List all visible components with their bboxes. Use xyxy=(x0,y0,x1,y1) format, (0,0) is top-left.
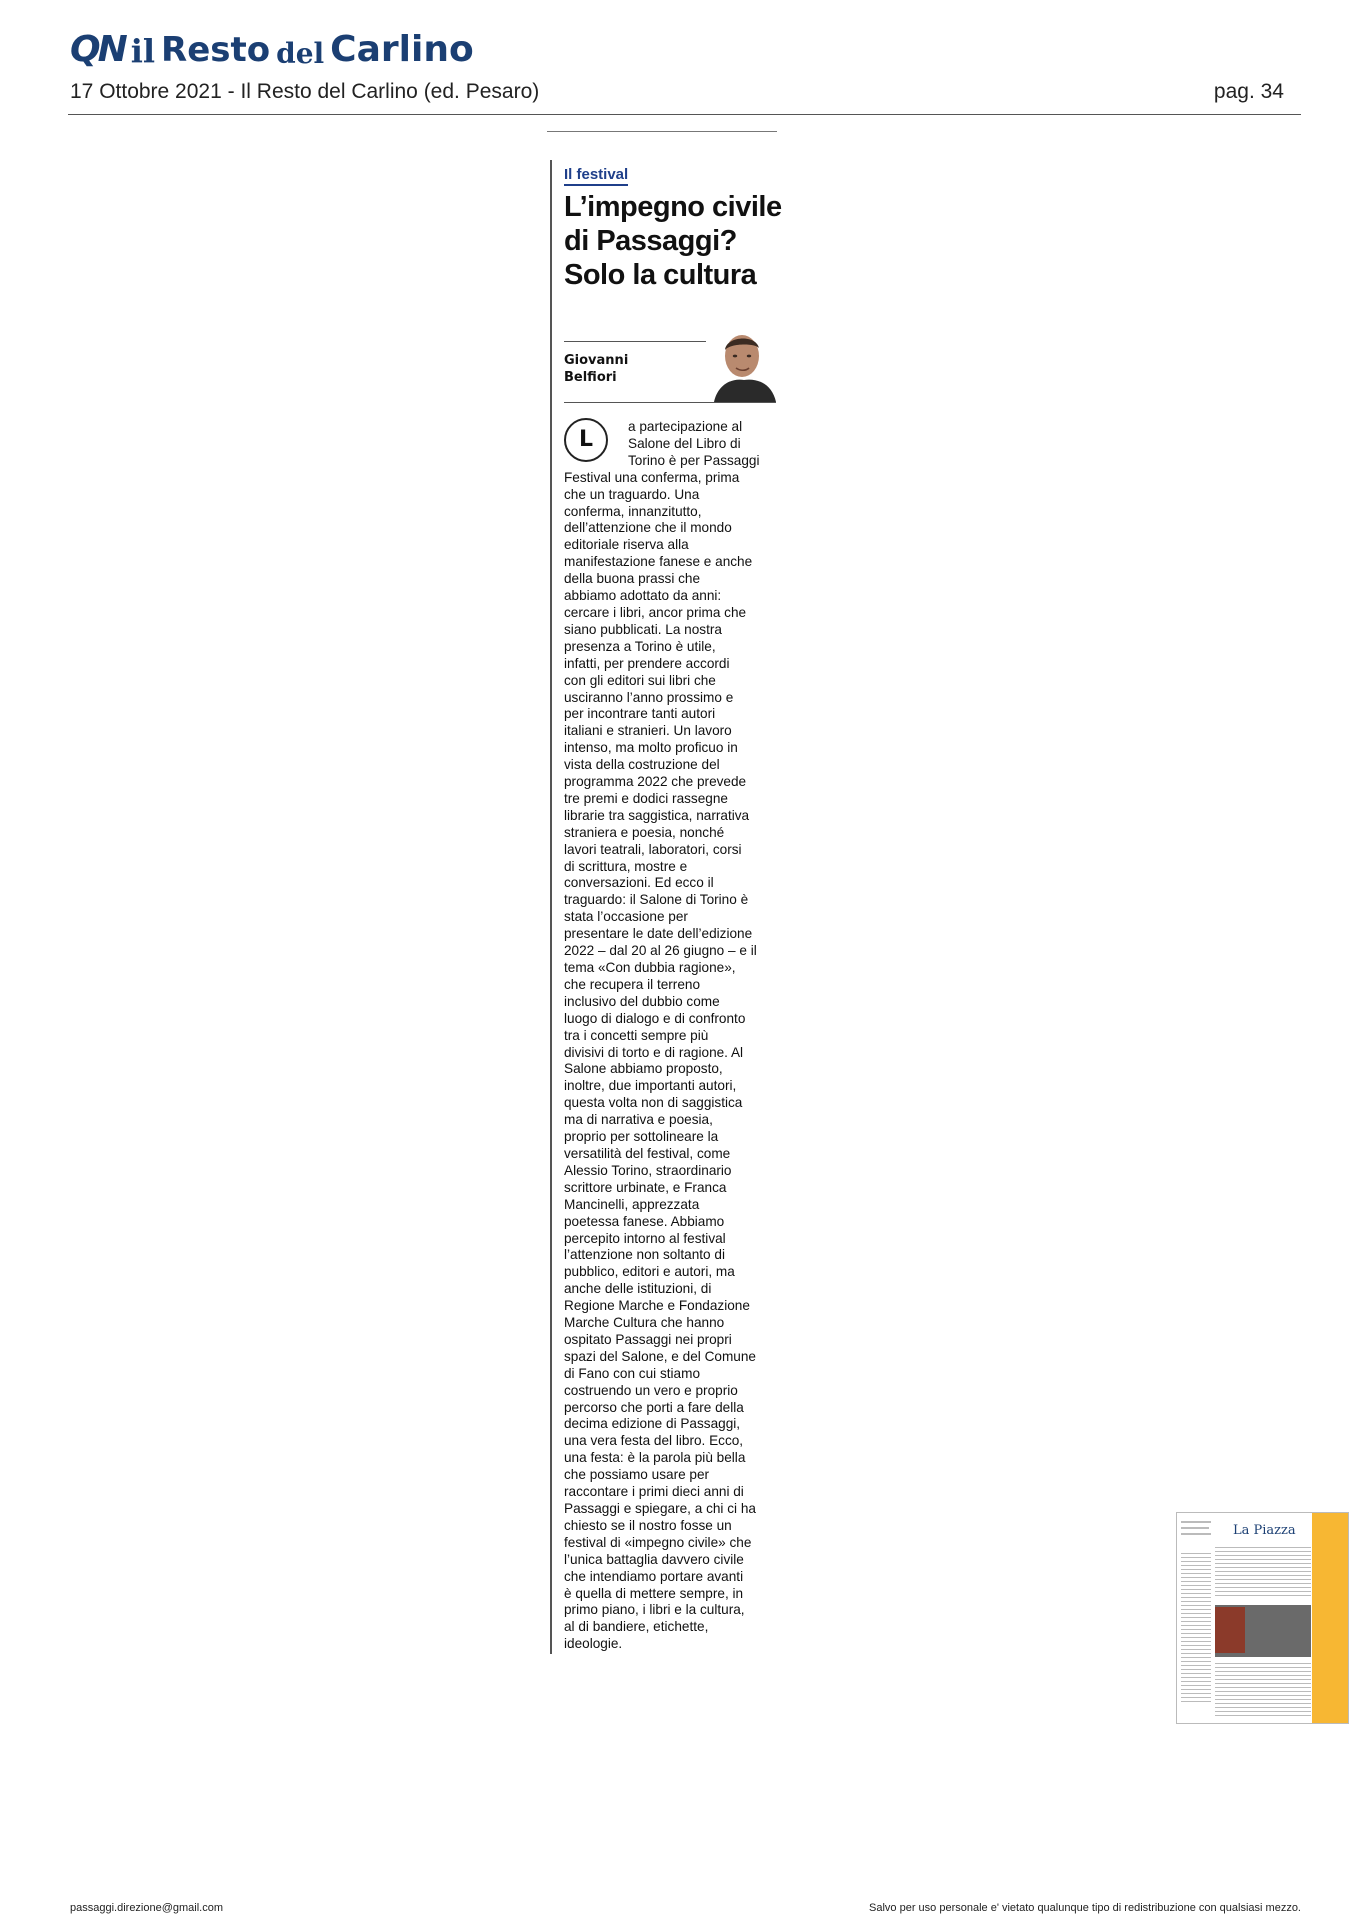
article-body-line: inclusivo del dubbio come xyxy=(564,993,720,1009)
article-body-line: versatilità del festival, come xyxy=(564,1145,731,1161)
article-body-line: Passaggi e spiegare, a chi ci ha xyxy=(564,1501,756,1516)
article-body-line: l’unica battaglia davvero civile xyxy=(564,1551,744,1567)
article-headline xyxy=(564,190,784,292)
thumbnail-text-block xyxy=(1181,1527,1209,1529)
article-body-line: di Fano con cui stiamo xyxy=(564,1365,701,1381)
thumbnail-text-block xyxy=(1215,1547,1311,1599)
logo-resto: Resto xyxy=(161,30,271,70)
logo-il: il xyxy=(130,32,156,70)
article-column-rule xyxy=(550,160,552,1654)
article-body-line: scrittore urbinate, e Franca xyxy=(564,1179,727,1195)
article-body-line: di scrittura, mostre e xyxy=(564,858,688,874)
article-body-line: tra i concetti sempre più xyxy=(564,1027,709,1043)
article-body-line: proprio per sottolineare la xyxy=(564,1129,719,1145)
page-number: pag. 34 xyxy=(1213,80,1284,103)
article-body-line: festival di «impegno civile» che xyxy=(564,1534,752,1550)
article-body-line: Festival una conferma, prima xyxy=(564,469,740,485)
article-body-line: presenza a Torino è utile, xyxy=(564,638,716,654)
article-body-line: Salone del Libro di xyxy=(628,435,741,451)
article-body-line: primo piano, i libri e la cultura, xyxy=(564,1602,745,1618)
article-body-line: percepito intorno al festival xyxy=(564,1230,726,1246)
article-body-line: percorso che porti a fare della xyxy=(564,1399,744,1415)
article-body-line: conversazioni. Ed ecco il xyxy=(564,875,714,891)
headline-line: di Passaggi? xyxy=(564,225,737,257)
article-body-line: Marche Cultura che hanno xyxy=(564,1315,725,1331)
article-body-line: per incontrare tanti autori xyxy=(564,706,716,722)
article-body-line: dell’attenzione che il mondo xyxy=(564,520,732,536)
newspaper-logo xyxy=(70,26,474,70)
article-top-rule xyxy=(547,131,777,132)
article-body-line: divisivi di torto e di ragione. Al xyxy=(564,1044,744,1060)
article-kicker: Il festival xyxy=(564,166,628,186)
article-body-line: editoriale riserva alla xyxy=(564,537,689,553)
article-body-line: cercare i libri, ancor prima che xyxy=(564,604,747,620)
thumbnail-yellow-column xyxy=(1312,1513,1348,1723)
headline-line: L’impegno civile xyxy=(564,191,782,223)
logo-del: del xyxy=(276,37,325,70)
article-body-line: conferma, innanzitutto, xyxy=(564,503,702,519)
article-body-line: infatti, per prendere accordi xyxy=(564,655,730,671)
article-body-line: librarie tra saggistica, narrativa xyxy=(564,807,750,823)
article-body-line: tema «Con dubbia ragione», xyxy=(564,960,736,975)
logo-carlino: Carlino xyxy=(330,29,474,70)
article-body xyxy=(564,419,784,1653)
article-body-line: che intendiamo portare avanti xyxy=(564,1568,744,1584)
footer-email: passaggi.direzione@gmail.com xyxy=(70,1902,224,1914)
article-body-line: Regione Marche e Fondazione xyxy=(564,1298,750,1314)
author-last-name: Belfiori xyxy=(564,370,617,385)
article-body-line: una vera festa del libro. Ecco, xyxy=(564,1433,744,1449)
article-body-line: intenso, ma molto proficuo in xyxy=(564,740,738,756)
article-body-line: inoltre, due importanti autori, xyxy=(564,1078,737,1094)
article-body-line: questa volta non di saggistica xyxy=(564,1095,743,1111)
article-body-line: straniera e poesia, nonché xyxy=(564,824,725,840)
article-body-line: Mancinelli, apprezzata xyxy=(564,1196,700,1212)
article-body-line: programma 2022 che prevede xyxy=(564,774,747,790)
article-body-line: della buona prassi che xyxy=(564,571,701,587)
article-body-line: manifestazione fanese e anche xyxy=(564,554,753,570)
author-first-name: Giovanni xyxy=(564,353,629,368)
article-body-line: a partecipazione al xyxy=(628,419,743,434)
article-body-line: vista della costruzione del xyxy=(564,757,720,773)
article-body-line: presentare le date dell’edizione xyxy=(564,926,753,942)
article-body-line: siano pubblicati. La nostra xyxy=(564,621,722,637)
drop-cap: L xyxy=(564,418,608,462)
article-body-line: tre premi e dodici rassegne xyxy=(564,790,728,806)
article-body-line: che possiamo usare per xyxy=(564,1467,710,1483)
thumbnail-text-block xyxy=(1181,1521,1211,1523)
article-body-line: con gli editori sui libri che xyxy=(564,672,716,688)
author-photo xyxy=(706,326,778,402)
article-body-line: ideologie. xyxy=(564,1636,623,1652)
article-body-line: ma di narrativa e poesia, xyxy=(564,1112,713,1128)
article-body-line: Alessio Torino, straordinario xyxy=(564,1162,732,1178)
header-divider xyxy=(68,114,1301,115)
edition-date-line: 17 Ottobre 2021 - Il Resto del Carlino (ed. Pesaro) xyxy=(70,80,540,103)
article-body-line: spazi del Salone, e del Comune xyxy=(564,1348,756,1364)
thumbnail-text-block xyxy=(1181,1553,1211,1703)
author-byline xyxy=(564,352,628,386)
article-body-line: chiesto se il nostro fosse un xyxy=(564,1517,732,1533)
article-body-line: traguardo: il Salone di Torino è xyxy=(564,892,749,908)
article-body-line: l’attenzione non soltanto di xyxy=(564,1247,725,1263)
article-body-line: decima edizione di Passaggi, xyxy=(564,1416,741,1432)
article-body-line: italiani e stranieri. Un lavoro xyxy=(564,723,732,739)
article-body-line: lavori teatrali, laboratori, corsi xyxy=(564,841,742,857)
thumbnail-image xyxy=(1215,1607,1245,1653)
article-body-line: al di bandiere, etichette, xyxy=(564,1619,709,1635)
article-body-line: costruendo un vero e proprio xyxy=(564,1382,738,1398)
thumbnail-title: La Piazza xyxy=(1233,1523,1296,1538)
article-body-line: raccontare i primi dieci anni di xyxy=(564,1484,744,1500)
page-thumbnail[interactable] xyxy=(1176,1512,1349,1724)
logo-qn: QN xyxy=(70,29,125,70)
article-body-line: 2022 – dal 20 al 26 giugno – e il xyxy=(564,943,757,959)
article-body-line: pubblico, editori e autori, ma xyxy=(564,1264,735,1280)
article-body-line: Torino è per Passaggi xyxy=(628,452,760,468)
article-body-line: abbiamo adottato da anni: xyxy=(564,588,722,604)
article-body-line: è quella di mettere sempre, in xyxy=(564,1585,744,1601)
headline-line: Solo la cultura xyxy=(564,259,757,291)
article-body-line: ospitato Passaggi nei propri xyxy=(564,1331,732,1347)
thumbnail-text-block xyxy=(1215,1663,1311,1718)
article-body-line: anche delle istituzioni, di xyxy=(564,1281,712,1297)
byline-rule xyxy=(564,402,776,403)
article-body-line: che recupera il terreno xyxy=(564,976,701,992)
article-body-line: che un traguardo. Una xyxy=(564,486,700,502)
article-body-line: poetessa fanese. Abbiamo xyxy=(564,1213,725,1229)
article-body-line: una festa: è la parola più bella xyxy=(564,1450,746,1466)
article-body-line: stata l’occasione per xyxy=(564,909,688,925)
thumbnail-text-block xyxy=(1181,1533,1211,1535)
article-body-line: luogo di dialogo e di confronto xyxy=(564,1010,746,1026)
article-body-line: Salone abbiamo proposto, xyxy=(564,1061,723,1077)
footer-notice: Salvo per uso personale e' vietato qualunque tipo di redistribuzione con qualsiasi mezzo. xyxy=(869,1902,1301,1914)
article-body-line: usciranno l’anno prossimo e xyxy=(564,689,734,705)
